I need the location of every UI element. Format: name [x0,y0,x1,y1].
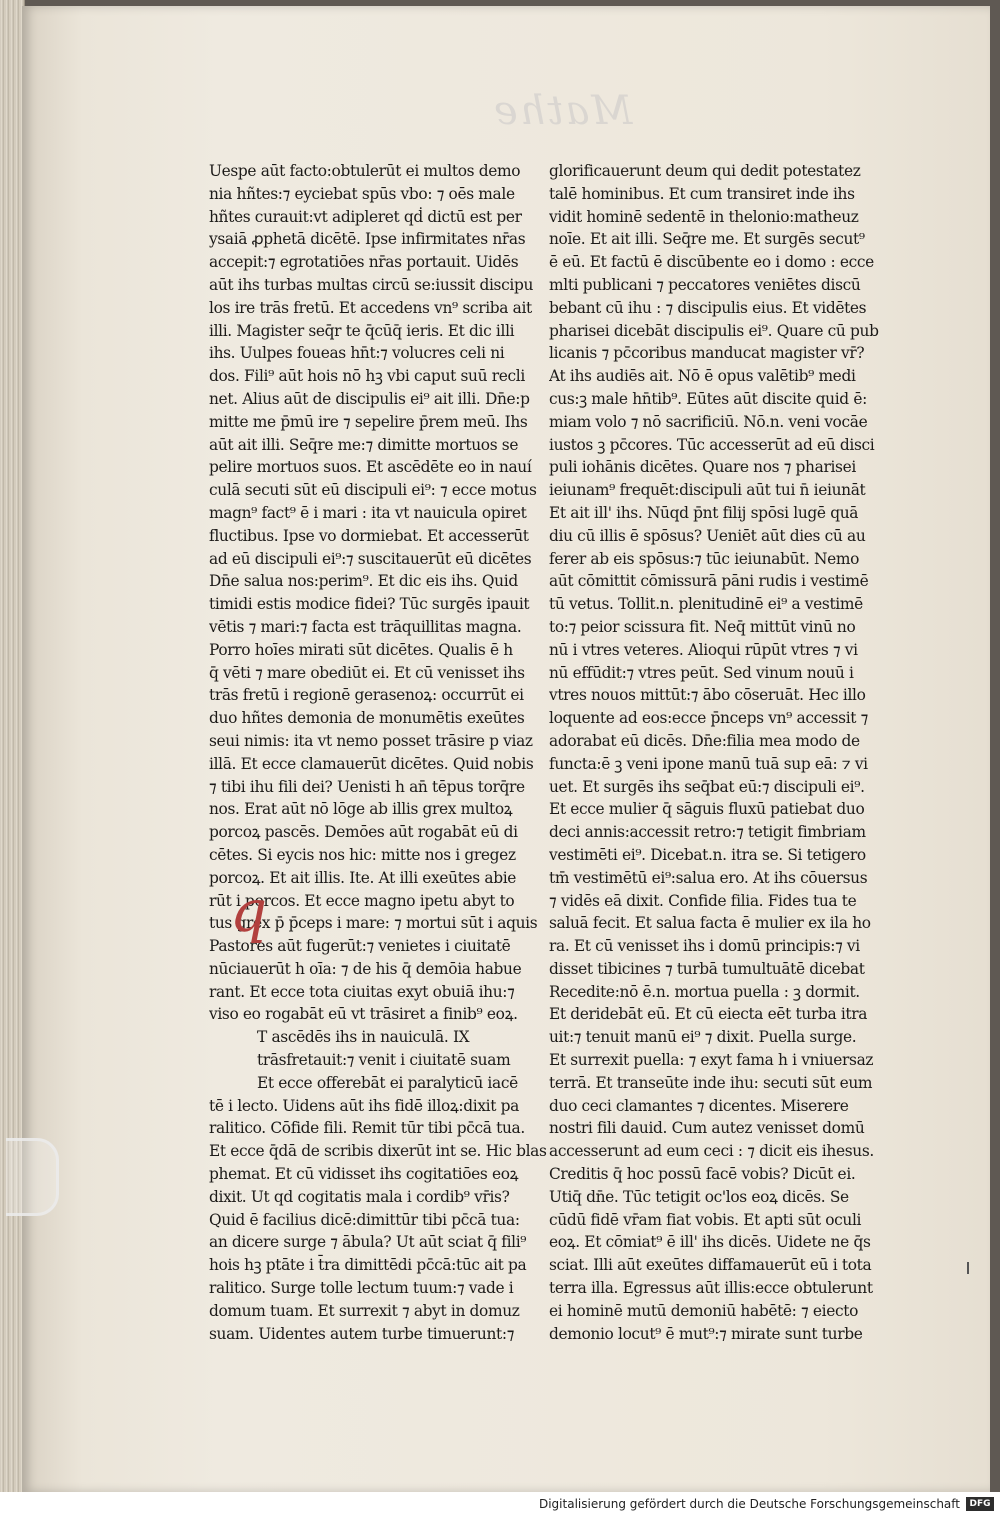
text-line: terra illa. Egressus aūt illis:ecce obtulerunt [549,1279,873,1298]
text-line: Et ecce offerebāt ei paralyticū iacē [257,1073,518,1092]
text-line: magn⁹ fact⁹ ē i mari : ita vt nauicula opiret [209,503,527,522]
text-line: culā secuti sūt eū discipuli ei⁹: ⁊ ecce motus [209,481,537,500]
bleed-through-heading: Mathe [492,88,633,134]
dfg-logo: DFG [966,1497,994,1511]
text-line: disset tibicines ⁊ turbā tumultuātē dicebat [549,959,865,978]
text-line: adorabat eū dicēs. Dn̄e:filia mea modo de [549,731,860,750]
text-line: ralitico. Cōfide fili. Remit tūr tibi pc̄cā tua. [209,1119,525,1138]
text-line: Recedite:nō ē.n. mortua puella : ꝫ dormit. [549,982,860,1001]
text-line: mitte me p̄mū ire ⁊ sepelire p̄rem meū. Ihs [209,412,528,431]
text-line: fluctibus. Ipse vo dormiebat. Et accesserūt [209,526,529,545]
text-line: aūt ait illi. Seq̄re me:⁊ dimitte mortuos se [209,435,519,454]
text-line: to:⁊ peior scissura fit. Neq̄ mittūt vinū no [549,617,856,636]
text-line: trās fretū i regionē gerasenoꝝ: occurrūt ei [209,686,524,705]
text-line: dos. Fili⁹ aūt hois nō hꝫ vbi caput suū recli [209,367,525,386]
text-line: nia hñtes:⁊ eyciebat spūs vbo: ⁊ oēs male [209,184,515,203]
text-line: sciat. Illi aūt exeūtes diffamauerūt eū i tota [549,1256,872,1275]
text-line: cus:ꝫ male hn̄tib⁹. Eūtes aūt discite quid ē: [549,389,867,408]
text-line: an dicere surge ⁊ ābula? Ut aūt sciat q̄ fili⁹ [209,1233,527,1252]
text-line: net. Alius aūt de discipulis ei⁹ ait illi. Dn̄e:p [209,389,530,408]
text-line: talē hominibus. Et cum transiret inde ihs [549,184,855,203]
text-line: accesserunt ad eum ceci : ⁊ dicit eis ihesus. [549,1142,874,1161]
text-line: ieiunam⁹ frequēt:discipuli aūt tui n̄ ieiunāt [549,481,866,500]
text-line: porcoꝝ. Et ait illis. Ite. At illi exeūtes abie [209,868,517,887]
text-line: vētis ⁊ mari:⁊ facta est trāquillitas magna. [209,617,522,636]
text-line: Quid ē facilius dicē:dimittūr tibi pc̄cā tua: [209,1210,520,1229]
page-clip [6,1138,59,1216]
text-line: phemat. Et cū vidisset ihs cogitatiōes eoꝝ [209,1165,519,1184]
text-line: duo ceci clamantes ⁊ dicentes. Miserere [549,1096,849,1115]
text-line: glorificauerunt deum qui dedit potestatez [549,162,861,180]
text-line: Et ait ill' ihs. Nūqd p̄nt filij spōsi lugē quā [549,503,859,522]
text-line: functa:ē ꝫ veni ipone manū tuā sup eā: ⁊ vi [549,754,868,773]
text-line: nū i vtres veteres. Alioqui rūpūt vtres ⁊ vi [549,640,858,659]
text-line: tē i lecto. Uidens aūt ihs fidē illoꝝ:dixit pa [209,1096,519,1115]
text-line: saluā fecit. Et salua facta ē mulier ex ila ho [549,914,871,933]
text-line: loquente ad eos:ecce p̄nceps vn⁹ accessit ⁊ [549,709,868,728]
text-line: nūciauerūt h oīa: ⁊ de his q̄ demōia habue [209,959,522,978]
text-line: Porro hoīes mirati sūt dicētes. Qualis ē h [209,640,513,659]
text-line: ad eū discipuli ei⁹:⁊ suscitauerūt eū dicētes [209,549,532,568]
text-line: ralitico. Surge tolle lectum tuum:⁊ vade i [209,1279,514,1298]
text-line: ihs. Uulpes foueas hn̄t:⁊ volucres celi ni [209,344,505,363]
text-line: accepit:⁊ egrotatiōes nr̄as portauit. Uidēs [209,253,519,272]
text-line: licanis ⁊ pc̄coribus manducat magister vr̄? [549,344,865,363]
text-line: ei hominē mutū demoniū habētē: ⁊ eiecto [549,1301,859,1320]
text-line: nostri fili dauid. Cum autez venisset domū [549,1119,865,1138]
text-line: ra. Et cū venisset ihs i domū principis:⁊ vi [549,937,860,956]
text-line: ē eū. Et factū ē discūbente eo i domo : ecce [549,253,874,272]
text-column-left [209,160,549,1345]
funding-notice: Digitalisierung gefördert durch die Deutsche Forschungsgemeinschaft [538,1497,960,1511]
text-line: ⁊ vidēs eā dixit. Confide filia. Fides tua te [549,891,857,910]
text-line: Pastores aūt fugerūt:⁊ venietes i ciuitatē [209,937,511,956]
text-line: cūdū fidē vr̄am fiat vobis. Et apti sūt oculi [549,1210,862,1229]
text-line: diu cū illis ē spōsus? Ueniēt aūt dies cū au [549,526,866,545]
text-line: duo hñtes demonia de monumētis exeūtes [209,709,525,728]
text-line: nos. Erat aūt nō lōge ab illis grex multoꝝ [209,800,513,819]
text-line: vtres nouos mittūt:⁊ ābo cōseruāt. Hec illo [549,686,866,705]
text-line: rant. Et ecce tota ciuitas exyt obuiā ihu:⁊ [209,982,515,1001]
rubricated-initial: q [230,877,268,945]
text-line: ferer ab eis spōsus:⁊ tūc ieiunabūt. Nemo [549,549,860,568]
text-line: tū vetus. Tollit.n. plenitudinē ei⁹ a vestimē [549,595,863,614]
text-column-right [549,160,894,1345]
text-line: miam volo ⁊ nō sacrificiū. Nō.n. veni vocāe [549,412,868,431]
text-line: suam. Uidentes autem turbe timuerunt:⁊ [209,1324,515,1343]
text-line: nū effūdit:⁊ vtres peūt. Sed vinum nouū i [549,663,854,682]
text-line: ysaiā ꝓphetā dicētē. Ipse infirmitates nr̄as [209,230,526,249]
text-line: Et ecce q̄dā de scribis dixerūt int se. Hic blas [209,1142,547,1161]
text-line: illā. Et ecce clamauerūt dicētes. Quid nobis [209,754,534,773]
text-line: T ascēdēs ihs in nauiculā. IX [257,1028,470,1047]
text-line: Et surrexit puella: ⁊ exyt fama h i vniuersaz [549,1051,874,1070]
text-line: rūt i porcos. Et ecce magno ipetu abyt to [209,891,515,910]
text-line: q̄ vēti ⁊ mare obediūt ei. Et cū venisset ihs [209,663,525,682]
text-line: uet. Et surgēs ihs seq̄bat eū:⁊ discipuli ei⁹. [549,777,865,796]
text-line: aūt cōmittit cōmissurā pāni rudis i vestimē [549,572,869,591]
text-line: seui nimis: ita vt nemo posset trāsire p viaz [209,731,533,750]
text-line: bebant cū ihu : ⁊ discipulis eius. Et vidētes [549,298,867,317]
text-line: ⁊ tibi ihu fili dei? Uenisti h an̄ tēpus torq̄re [209,777,525,796]
text-line: illi. Magister seq̄r te q̄cūq̄ ieris. Et dic illi [209,321,515,340]
text-line: los ire trās fretū. Et accedens vn⁹ scriba ait [209,298,532,317]
text-line: Uespe aūt facto:obtulerūt ei multos demo [209,162,521,180]
text-line: puli iohānis dicētes. Quare nos ⁊ pharisei [549,458,856,477]
text-line: timidi estis modice fidei? Tūc surgēs ipauit [209,595,530,614]
text-line: deci annis:accessit retro:⁊ tetigit fimbriam [549,823,866,842]
text-line: terrā. Et transeūte inde ihu: secuti sūt eum [549,1073,873,1092]
text-line: trāsfretauit:⁊ venit i ciuitatē suam [257,1051,511,1070]
text-line: pelire mortuos suos. Et ascēdēte eo in nauí [209,458,532,477]
text-line: dixit. Ut qd cogitatis mala i cordib⁹ vr̄is? [209,1187,510,1206]
text-line: noīe. Et ait illi. Seq̄re me. Et surgēs secut⁹ [549,230,865,249]
text-line: Creditis q̄ hoc possū facē vobis? Dicūt ei. [549,1165,856,1184]
text-line: Et ecce mulier q̄ sāguis fluxū patiebat duo [549,800,865,819]
text-line: tus grex p̄ p̄ceps i mare: ⁊ mortui sūt i aquis [209,914,538,933]
text-line: eoꝝ. Et cōmiat⁹ ē ill' ihs dicēs. Uidete ne q̄s [549,1233,871,1252]
text-line: mlti publicani ⁊ peccatores veniētes discū [549,275,861,294]
text-line: demonio locut⁹ ē mut⁹:⁊ mirate sunt turbe [549,1324,863,1343]
margin-mark [967,1262,969,1274]
text-line: pharisei dicebāt discipulis ei⁹. Quare cū pub [549,321,879,340]
text-line: porcoꝝ pascēs. Demōes aūt rogabāt eū di [209,823,518,842]
footer-bar [0,1492,1000,1517]
text-line: hñtes curauit:vt adipleret qḋ dictū est per [209,207,522,226]
text-line: vestimēti ei⁹. Dicebat.n. itra se. Si tetigero [549,845,866,864]
text-line: uit:⁊ tenuit manū ei⁹ ⁊ dixit. Puella surge. [549,1028,857,1047]
text-line: Utiq̄ dn̄e. Tūc tetigit oc'los eoꝝ dicēs. Se [549,1187,849,1206]
text-line: At ihs audiēs ait. Nō ē opus valētib⁹ medi [549,367,856,386]
text-line: cētes. Si eycis nos hic: mitte nos i gregez [209,845,516,864]
text-line: hois hꝫ ptāte i t̄ra dimittēdi pc̄cā:tūc ait pa [209,1256,527,1275]
text-line: tm̄ vestimētū ei⁹:salua ero. At ihs cōuersus [549,868,868,887]
text-line: iustos ꝫ pc̄cores. Tūc accesserūt ad eū disci [549,435,875,454]
text-line: aūt ihs turbas multas circū se:iussit discipu [209,275,534,294]
text-line: Dn̄e salua nos:perim⁹. Et dic eis ihs. Quid [209,572,518,591]
text-line: viso eo rogabāt eū vt trāsiret a finib⁹ eoꝝ. [209,1005,518,1024]
text-line: Et deridebāt eū. Et cū eiecta eēt turba itra [549,1005,868,1024]
text-line: vidit hominē sedentē in thelonio:matheuz [549,207,859,226]
text-line: domum tuam. Et surrexit ⁊ abyt in domuz [209,1301,520,1320]
